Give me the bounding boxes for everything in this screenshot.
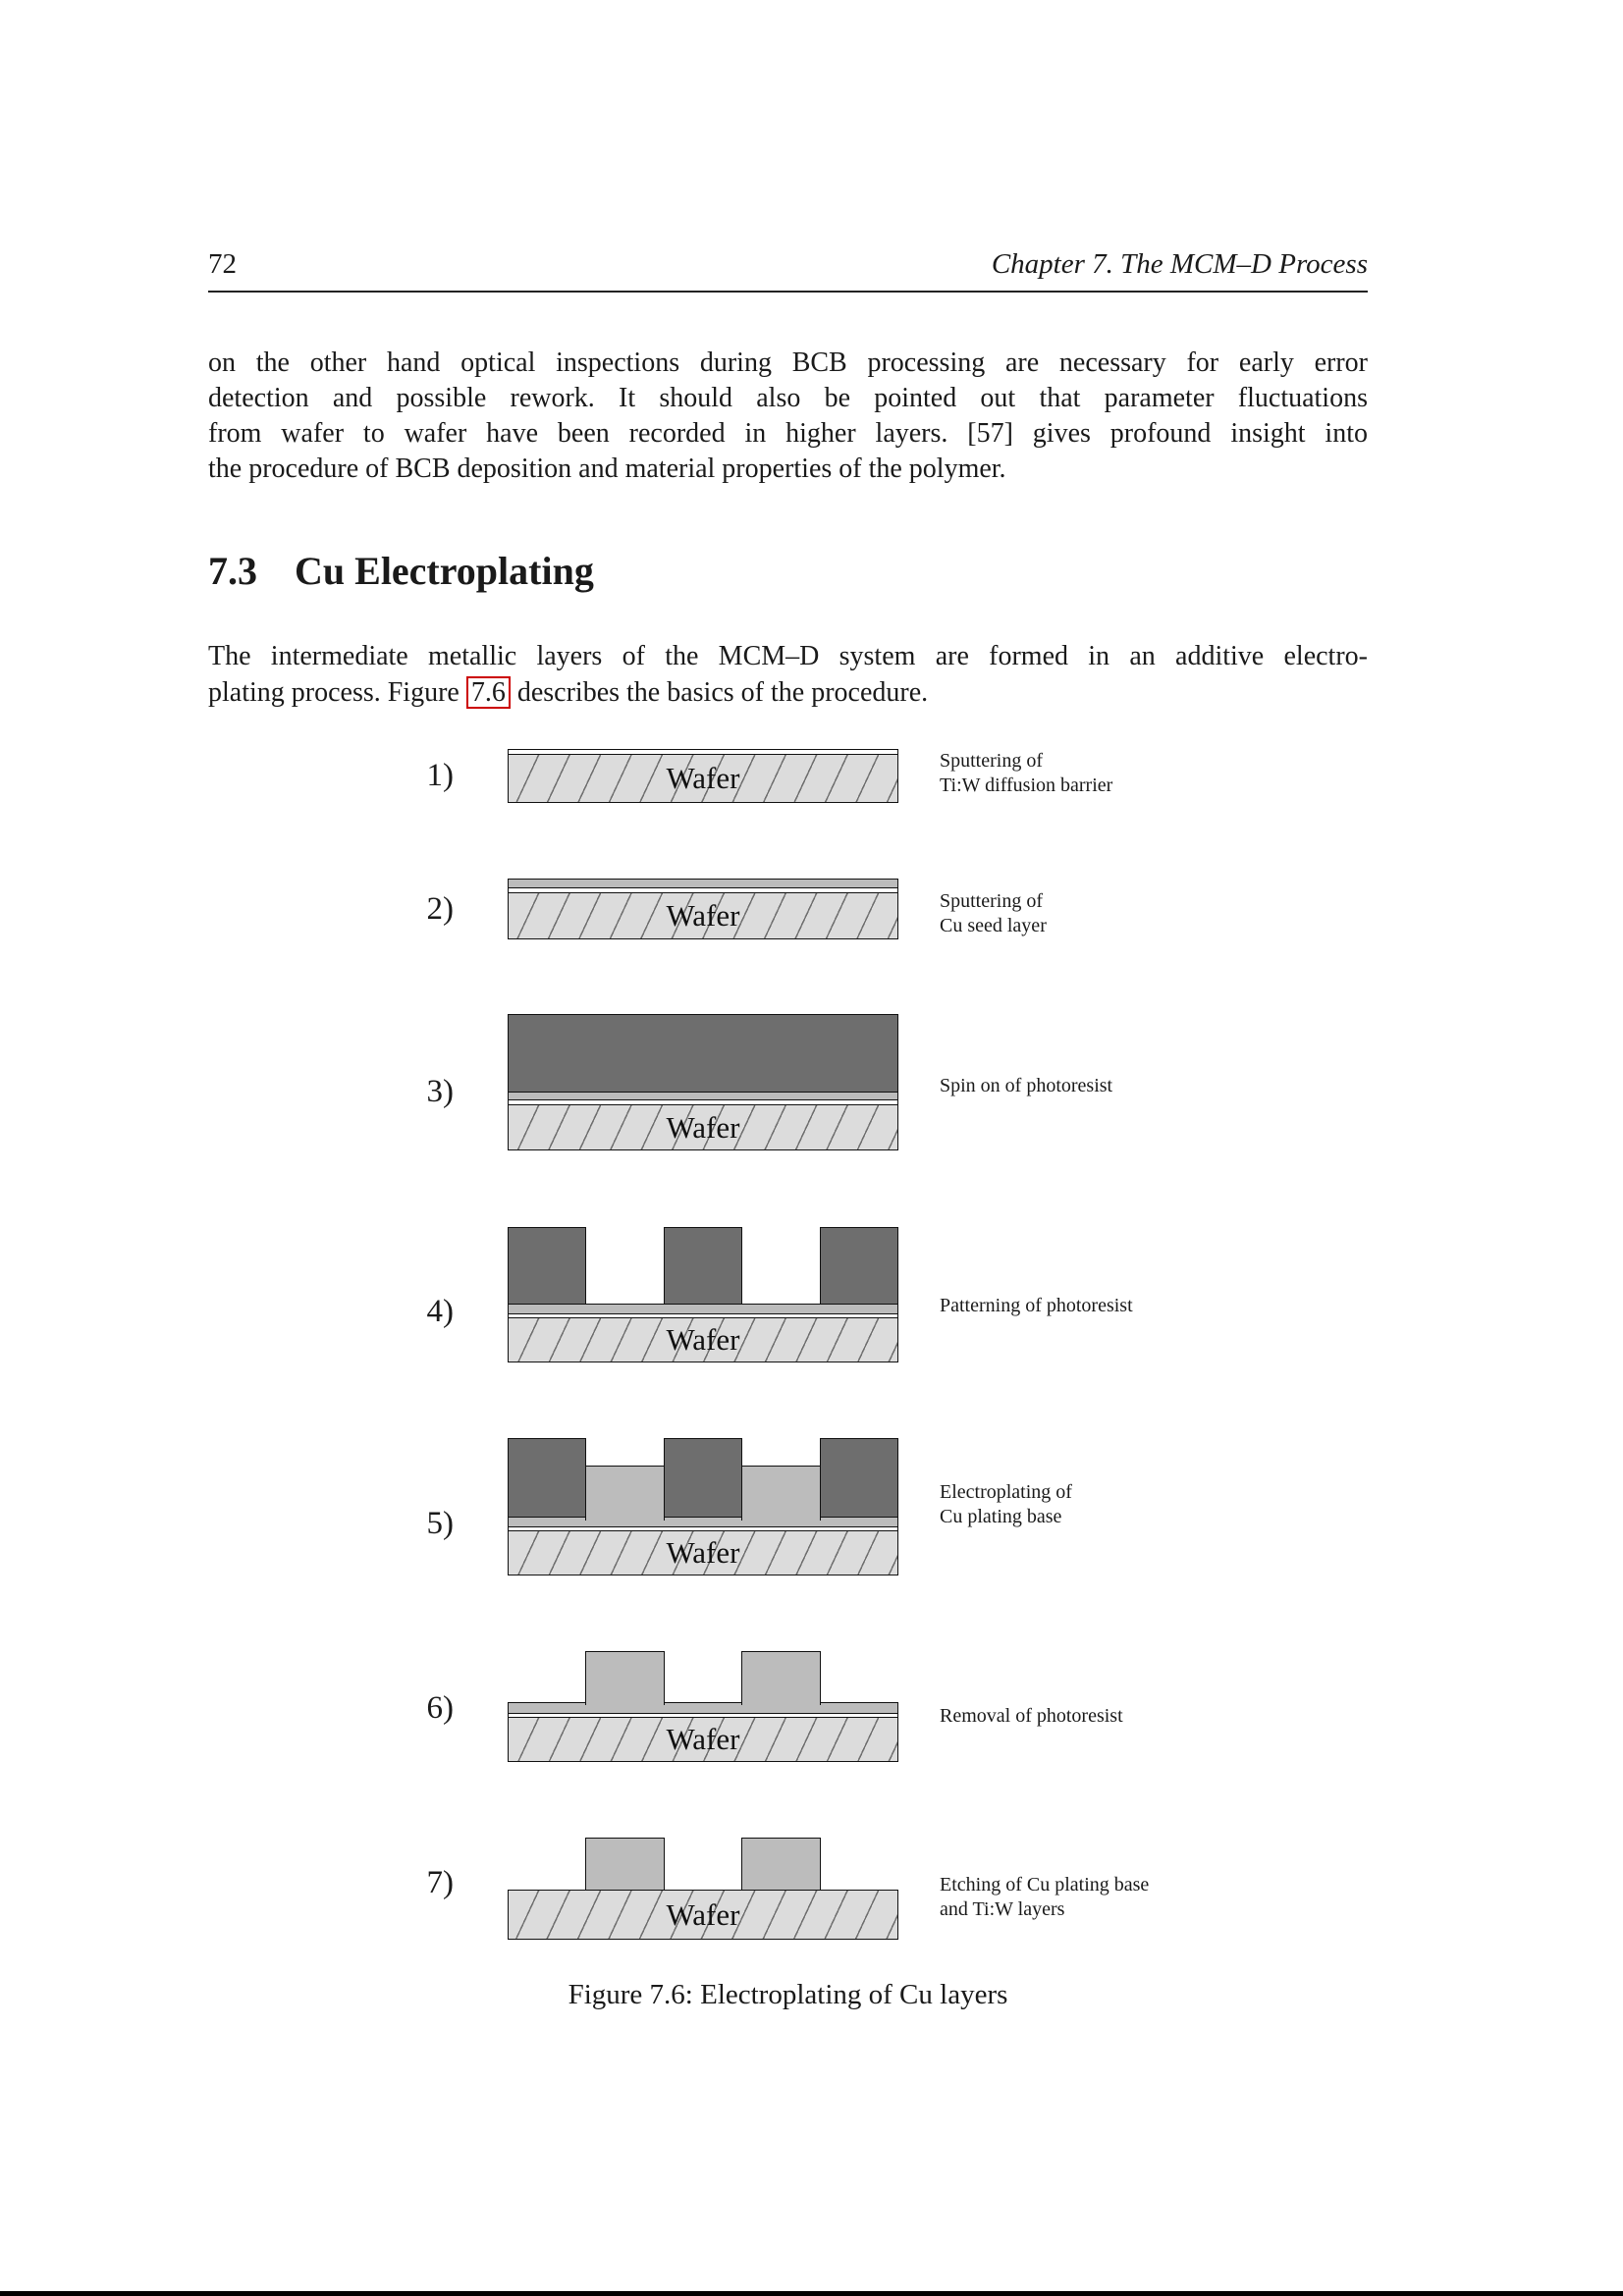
wafer-block: Wafer — [508, 892, 898, 939]
scan-artifact-bar — [0, 2291, 1623, 2296]
step-5-number: 5) — [426, 1506, 454, 1541]
photoresist-block — [664, 1227, 742, 1305]
step-label-line: Ti:W diffusion barrier — [940, 774, 1113, 796]
photoresist-block — [664, 1438, 742, 1518]
paragraph-text: describes the basics of the procedure. — [510, 677, 929, 708]
paragraph-bcb — [208, 346, 1368, 487]
cu-bump — [741, 1651, 821, 1705]
paragraph-line — [208, 674, 1368, 711]
step-label-line: Removal of photoresist — [940, 1705, 1123, 1727]
step-3-label — [940, 1074, 1293, 1098]
step-label-line: Spin on of photoresist — [940, 1075, 1113, 1096]
photoresist-block — [508, 1227, 586, 1305]
step-label-line: and Ti:W layers — [940, 1898, 1065, 1920]
wafer-block: Wafer — [508, 1717, 898, 1762]
wafer-block: Wafer — [508, 1530, 898, 1575]
photoresist-block — [820, 1438, 898, 1518]
section-heading — [208, 548, 594, 594]
paragraph-line: The intermediate metallic layers of the MCM–D system are formed in an additive electro- — [208, 641, 1368, 671]
cu-plated-fill — [585, 1466, 665, 1521]
photoresist-block — [508, 1438, 586, 1518]
header-rule — [208, 291, 1368, 293]
paragraph-text: plating process. Figure — [208, 677, 466, 708]
step-1-label — [940, 749, 1293, 798]
wafer-block: Wafer — [508, 1317, 898, 1362]
step-1-number: 1) — [426, 758, 454, 793]
paragraph-line: detection and possible rework. It should also be pointed out that parameter fluctuations — [208, 383, 1368, 413]
step-4-label — [940, 1294, 1293, 1318]
cu-line — [741, 1838, 821, 1891]
photoresist-layer — [508, 1014, 898, 1093]
step-4-number: 4) — [426, 1294, 454, 1329]
step-label-line: Patterning of photoresist — [940, 1295, 1133, 1316]
step-6-label — [940, 1704, 1293, 1729]
paragraph-intro — [208, 638, 1368, 711]
step-label-line: Cu seed layer — [940, 915, 1047, 936]
figure-caption: Figure 7.6: Electroplating of Cu layers — [568, 1979, 1008, 2010]
wafer-block: Wafer — [508, 1104, 898, 1150]
section-title: Cu Electroplating — [295, 549, 594, 593]
step-3-number: 3) — [426, 1074, 454, 1109]
section-number: 7.3 — [208, 549, 257, 593]
paragraph-line: from wafer to wafer have been recorded in higher layers. [57] gives profound insight into — [208, 418, 1368, 449]
step-7-number: 7) — [426, 1865, 454, 1900]
cu-bump — [585, 1651, 665, 1705]
running-chapter-title: Chapter 7. The MCM–D Process — [991, 248, 1368, 280]
figure-reference-link[interactable]: 7.6 — [466, 676, 511, 709]
step-label-line: Etching of Cu plating base — [940, 1874, 1150, 1896]
wafer-block: Wafer — [508, 1890, 898, 1940]
page-number: 72 — [208, 248, 237, 280]
paragraph-line: the procedure of BCB deposition and material properties of the polymer. — [208, 454, 1006, 484]
step-label-line: Sputtering of — [940, 890, 1043, 912]
photoresist-block — [820, 1227, 898, 1305]
cu-plated-fill — [741, 1466, 821, 1521]
step-7-label — [940, 1873, 1293, 1922]
cu-line — [585, 1838, 665, 1891]
step-label-line: Electroplating of — [940, 1481, 1072, 1503]
step-5-label — [940, 1480, 1293, 1529]
wafer-block: Wafer — [508, 754, 898, 803]
step-6-number: 6) — [426, 1690, 454, 1726]
step-label-line: Sputtering of — [940, 750, 1043, 772]
step-2-number: 2) — [426, 891, 454, 927]
step-label-line: Cu plating base — [940, 1506, 1062, 1527]
step-2-label — [940, 889, 1293, 938]
paragraph-line: on the other hand optical inspections during BCB processing are necessary for early error — [208, 347, 1368, 378]
